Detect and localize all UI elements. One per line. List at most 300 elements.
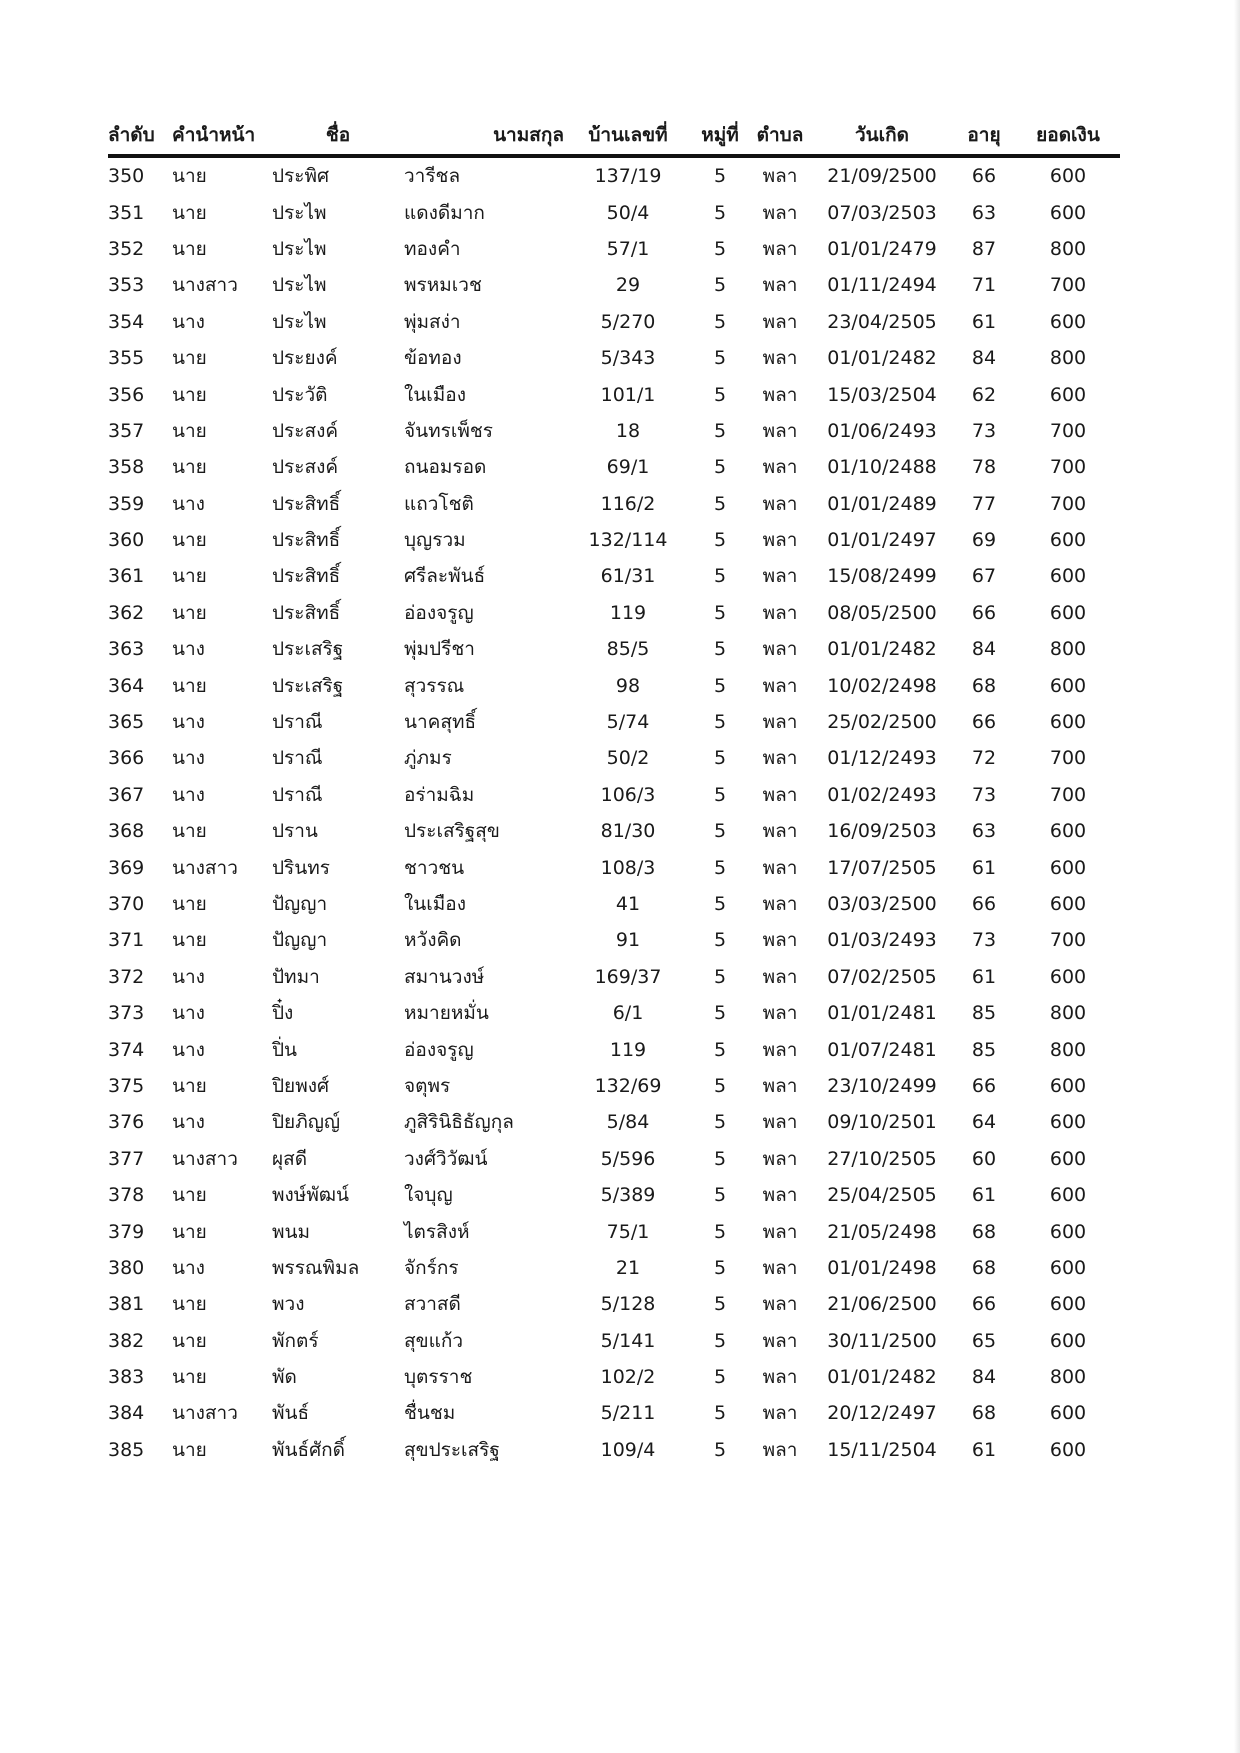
cell-moo: 5 <box>713 1366 727 1389</box>
cell-tambon: พลา <box>762 347 798 370</box>
cell-first-name: ปิยภิญญ์ <box>272 1111 341 1134</box>
cell-last-name: ชาวชน <box>404 856 465 879</box>
cell-house-no: 119 <box>609 601 647 624</box>
cell-moo: 5 <box>713 1111 727 1134</box>
cell-title: นาย <box>172 601 207 624</box>
cell-age: 60 <box>971 1147 997 1170</box>
cell-last-name: พรหมเวช <box>404 274 482 297</box>
cell-tambon: พลา <box>762 1111 798 1134</box>
cell-last-name: สมานวงษ์ <box>404 965 485 988</box>
cell-age: 71 <box>971 274 997 297</box>
cell-moo: 5 <box>713 419 727 442</box>
cell-moo: 5 <box>713 1329 727 1352</box>
cell-first-name: ประสงค์ <box>272 456 339 479</box>
table-row <box>108 813 1120 849</box>
cell-house-no: 137/19 <box>594 165 662 188</box>
cell-moo: 5 <box>713 601 727 624</box>
table-row <box>108 486 1120 522</box>
cell-tambon: พลา <box>762 310 798 333</box>
table-row <box>108 376 1120 412</box>
table-row <box>108 522 1120 558</box>
cell-title: นาย <box>172 565 207 588</box>
cell-age: 67 <box>971 565 997 588</box>
column-header-no: ลำดับ <box>108 112 172 156</box>
cell-house-no: 5/389 <box>600 1184 656 1207</box>
cell-house-no: 69/1 <box>606 456 650 479</box>
cell-house-no: 132/69 <box>594 1074 662 1097</box>
table-row <box>108 413 1120 449</box>
cell-no: 370 <box>108 893 145 915</box>
cell-title: นางสาว <box>172 274 238 297</box>
cell-last-name: สุขประเสริฐ <box>404 1438 500 1461</box>
cell-first-name: ประสิทธิ์ <box>272 565 341 588</box>
cell-house-no: 108/3 <box>600 856 656 879</box>
cell-tambon: พลา <box>762 601 798 624</box>
cell-amount: 600 <box>1049 165 1087 188</box>
cell-first-name: ประเสริฐ <box>272 674 344 697</box>
cell-house-no: 5/84 <box>606 1111 650 1134</box>
cell-no: 361 <box>108 565 145 588</box>
cell-age: 61 <box>971 965 997 988</box>
cell-no: 367 <box>108 783 145 806</box>
table-row <box>108 595 1120 631</box>
cell-moo: 5 <box>713 310 727 333</box>
cell-title: นางสาว <box>172 856 238 879</box>
column-header-first-name: ชื่อ <box>272 112 404 156</box>
table-row <box>108 1286 1120 1322</box>
cell-dob: 15/08/2499 <box>827 565 937 588</box>
cell-age: 61 <box>971 310 997 333</box>
cell-first-name: ประไพ <box>272 237 327 260</box>
cell-no: 366 <box>108 747 145 770</box>
cell-title: นาย <box>172 1293 207 1316</box>
cell-house-no: 98 <box>615 674 641 697</box>
cell-no: 376 <box>108 1111 145 1134</box>
cell-dob: 20/12/2497 <box>827 1402 937 1425</box>
cell-age: 84 <box>971 638 997 661</box>
cell-amount: 700 <box>1049 419 1087 442</box>
cell-title: นาง <box>172 1002 205 1025</box>
cell-moo: 5 <box>713 820 727 843</box>
cell-no: 384 <box>108 1402 145 1425</box>
cell-moo: 5 <box>713 929 727 952</box>
cell-age: 68 <box>971 1220 997 1243</box>
cell-tambon: พลา <box>762 201 798 224</box>
cell-dob: 17/07/2505 <box>827 856 937 879</box>
cell-house-no: 61/31 <box>600 565 656 588</box>
cell-title: นาย <box>172 165 207 188</box>
cell-amount: 800 <box>1049 237 1087 260</box>
cell-title: นาง <box>172 711 205 734</box>
cell-amount: 700 <box>1049 274 1087 297</box>
cell-house-no: 41 <box>615 893 641 915</box>
cell-last-name: วารีชล <box>404 165 461 188</box>
cell-tambon: พลา <box>762 237 798 260</box>
cell-dob: 25/04/2505 <box>827 1184 937 1207</box>
table-row <box>108 704 1120 740</box>
cell-tambon: พลา <box>762 965 798 988</box>
cell-title: นางสาว <box>172 1402 238 1425</box>
table-row <box>108 995 1120 1031</box>
cell-age: 84 <box>971 347 997 370</box>
cell-tambon: พลา <box>762 456 798 479</box>
table-row <box>108 886 1120 922</box>
cell-amount: 700 <box>1049 456 1087 479</box>
cell-moo: 5 <box>713 965 727 988</box>
cell-no: 373 <box>108 1002 145 1025</box>
cell-moo: 5 <box>713 165 727 188</box>
cell-no: 371 <box>108 929 145 952</box>
table-row <box>108 267 1120 303</box>
cell-title: นาย <box>172 820 207 843</box>
cell-tambon: พลา <box>762 1184 798 1207</box>
cell-house-no: 5/141 <box>600 1329 656 1352</box>
cell-dob: 21/06/2500 <box>827 1293 937 1316</box>
cell-amount: 600 <box>1049 1220 1087 1243</box>
cell-last-name: บุญรวม <box>404 529 466 552</box>
cell-house-no: 21 <box>615 1256 641 1279</box>
cell-amount: 600 <box>1049 565 1087 588</box>
cell-last-name: ศรีละพันธ์ <box>404 565 486 588</box>
cell-first-name: ประเสริฐ <box>272 638 344 661</box>
cell-moo: 5 <box>713 1293 727 1316</box>
cell-moo: 5 <box>713 893 727 915</box>
cell-house-no: 50/4 <box>606 201 650 224</box>
cell-first-name: ปิ่น <box>272 1038 298 1061</box>
cell-no: 383 <box>108 1366 145 1389</box>
cell-first-name: พักตร์ <box>272 1329 319 1352</box>
cell-no: 350 <box>108 165 145 188</box>
cell-dob: 23/10/2499 <box>827 1074 937 1097</box>
cell-tambon: พลา <box>762 893 798 915</box>
cell-first-name: ปรินทร <box>272 856 330 879</box>
cell-moo: 5 <box>713 201 727 224</box>
cell-title: นาย <box>172 347 207 370</box>
cell-last-name: จตุพร <box>404 1074 451 1097</box>
cell-tambon: พลา <box>762 1329 798 1352</box>
page-edge-shadow <box>1234 0 1240 1753</box>
cell-dob: 01/01/2489 <box>827 492 937 515</box>
cell-last-name: หมายหมั่น <box>404 1002 489 1025</box>
cell-no: 364 <box>108 674 145 697</box>
cell-amount: 800 <box>1049 1038 1087 1061</box>
cell-no: 365 <box>108 711 145 734</box>
cell-dob: 25/02/2500 <box>827 711 937 734</box>
cell-first-name: ปราณี <box>272 747 323 770</box>
cell-age: 61 <box>971 1438 997 1461</box>
cell-tambon: พลา <box>762 1220 798 1243</box>
cell-first-name: ปัทมา <box>272 965 320 988</box>
cell-house-no: 5/270 <box>600 310 656 333</box>
cell-first-name: ปิยพงศ์ <box>272 1074 330 1097</box>
cell-age: 87 <box>971 237 997 260</box>
cell-title: นาย <box>172 1184 207 1207</box>
cell-no: 375 <box>108 1074 145 1097</box>
cell-first-name: ประไพ <box>272 201 327 224</box>
cell-title: นาย <box>172 529 207 552</box>
cell-last-name: อ่องจรูญ <box>404 1038 474 1061</box>
cell-last-name: ข้อทอง <box>404 347 462 370</box>
cell-dob: 07/03/2503 <box>827 201 937 224</box>
cell-title: นาย <box>172 1438 207 1461</box>
cell-dob: 01/06/2493 <box>827 419 937 442</box>
cell-title: นาย <box>172 201 207 224</box>
cell-last-name: ในเมือง <box>404 383 466 406</box>
table-row <box>108 1213 1120 1249</box>
cell-no: 356 <box>108 383 145 406</box>
cell-amount: 700 <box>1049 929 1087 952</box>
cell-amount: 600 <box>1049 711 1087 734</box>
cell-age: 64 <box>971 1111 997 1134</box>
cell-last-name: ไตรสิงห์ <box>404 1220 470 1243</box>
cell-no: 354 <box>108 310 145 333</box>
cell-dob: 01/12/2493 <box>827 747 937 770</box>
cell-first-name: ปราน <box>272 820 318 843</box>
cell-title: นาง <box>172 638 205 661</box>
cell-last-name: อร่ามฉิม <box>404 783 475 806</box>
cell-title: นาย <box>172 456 207 479</box>
cell-first-name: พันธ์ศักดิ์ <box>272 1438 346 1461</box>
cell-house-no: 29 <box>615 274 641 297</box>
cell-moo: 5 <box>713 1402 727 1425</box>
cell-age: 68 <box>971 674 997 697</box>
cell-last-name: สุวรรณ <box>404 674 465 697</box>
cell-last-name: สวาสดี <box>404 1293 461 1316</box>
cell-last-name: ภู่ภมร <box>404 747 452 770</box>
cell-age: 78 <box>971 456 997 479</box>
cell-first-name: ประสิทธิ์ <box>272 529 341 552</box>
cell-age: 85 <box>971 1038 997 1061</box>
cell-tambon: พลา <box>762 383 798 406</box>
cell-amount: 700 <box>1049 747 1087 770</box>
cell-last-name: จักร์กร <box>404 1256 459 1279</box>
cell-house-no: 109/4 <box>600 1438 656 1461</box>
cell-last-name: สุขแก้ว <box>404 1329 464 1352</box>
cell-amount: 600 <box>1049 601 1087 624</box>
cell-first-name: ปราณี <box>272 711 323 734</box>
cell-dob: 08/05/2500 <box>827 601 937 624</box>
cell-age: 73 <box>971 929 997 952</box>
cell-first-name: พันธ์ <box>272 1402 310 1425</box>
cell-first-name: ประยงค์ <box>272 347 338 370</box>
cell-last-name: ในเมือง <box>404 893 466 915</box>
cell-amount: 800 <box>1049 638 1087 661</box>
cell-last-name: แดงดีมาก <box>404 201 485 224</box>
table-row <box>108 449 1120 485</box>
cell-title: นาย <box>172 237 207 260</box>
cell-house-no: 132/114 <box>588 529 668 552</box>
cell-amount: 600 <box>1049 1438 1087 1461</box>
cell-last-name: ชื่นชม <box>404 1402 456 1425</box>
cell-dob: 07/02/2505 <box>827 965 937 988</box>
cell-age: 66 <box>971 165 997 188</box>
cell-dob: 09/10/2501 <box>827 1111 937 1134</box>
cell-amount: 600 <box>1049 310 1087 333</box>
cell-moo: 5 <box>713 237 727 260</box>
cell-no: 360 <box>108 529 145 552</box>
table-row <box>108 156 1120 194</box>
cell-moo: 5 <box>713 1002 727 1025</box>
cell-moo: 5 <box>713 1220 727 1243</box>
table-row <box>108 194 1120 230</box>
cell-house-no: 75/1 <box>606 1220 650 1243</box>
cell-title: นาง <box>172 492 205 515</box>
cell-dob: 01/10/2488 <box>827 456 937 479</box>
cell-title: นาง <box>172 310 205 333</box>
table-row <box>108 304 1120 340</box>
cell-dob: 23/04/2505 <box>827 310 937 333</box>
column-header-moo: หมู่ที่ <box>692 112 748 156</box>
cell-dob: 30/11/2500 <box>827 1329 937 1352</box>
cell-first-name: พรรณพิมล <box>272 1256 360 1279</box>
table-row <box>108 558 1120 594</box>
cell-dob: 21/05/2498 <box>827 1220 937 1243</box>
cell-amount: 600 <box>1049 1074 1087 1097</box>
cell-tambon: พลา <box>762 1256 798 1279</box>
cell-no: 362 <box>108 601 145 624</box>
cell-age: 68 <box>971 1402 997 1425</box>
column-header-age: อายุ <box>952 112 1016 156</box>
cell-tambon: พลา <box>762 1038 798 1061</box>
cell-dob: 01/01/2482 <box>827 1366 937 1389</box>
table-row <box>108 1323 1120 1359</box>
cell-last-name: บุตรราช <box>404 1366 473 1389</box>
cell-last-name: นาคสุทธิ์ <box>404 711 477 734</box>
cell-amount: 600 <box>1049 1329 1087 1352</box>
cell-tambon: พลา <box>762 1147 798 1170</box>
table-row <box>108 849 1120 885</box>
cell-no: 372 <box>108 965 145 988</box>
cell-dob: 01/01/2497 <box>827 529 937 552</box>
cell-amount: 600 <box>1049 674 1087 697</box>
cell-amount: 600 <box>1049 1184 1087 1207</box>
cell-moo: 5 <box>713 783 727 806</box>
cell-tambon: พลา <box>762 674 798 697</box>
cell-house-no: 85/5 <box>606 638 650 661</box>
cell-last-name: อ่องจรูญ <box>404 601 474 624</box>
cell-title: นาย <box>172 1220 207 1243</box>
cell-title: นาย <box>172 1074 207 1097</box>
table-row <box>108 1177 1120 1213</box>
cell-tambon: พลา <box>762 274 798 297</box>
cell-title: นางสาว <box>172 1147 238 1170</box>
cell-dob: 01/07/2481 <box>827 1038 937 1061</box>
cell-first-name: ประวัติ <box>272 383 328 406</box>
cell-age: 84 <box>971 1366 997 1389</box>
table-row <box>108 1031 1120 1067</box>
cell-age: 72 <box>971 747 997 770</box>
cell-amount: 800 <box>1049 347 1087 370</box>
cell-dob: 16/09/2503 <box>827 820 937 843</box>
cell-age: 66 <box>971 1074 997 1097</box>
cell-house-no: 169/37 <box>594 965 662 988</box>
cell-moo: 5 <box>713 492 727 515</box>
cell-dob: 21/09/2500 <box>827 165 937 188</box>
cell-age: 69 <box>971 529 997 552</box>
cell-moo: 5 <box>713 274 727 297</box>
cell-dob: 01/11/2494 <box>827 274 937 297</box>
cell-first-name: ประสิทธิ์ <box>272 492 341 515</box>
cell-title: นาย <box>172 383 207 406</box>
cell-age: 65 <box>971 1329 997 1352</box>
cell-no: 369 <box>108 856 145 879</box>
cell-moo: 5 <box>713 747 727 770</box>
cell-first-name: ประสิทธิ์ <box>272 601 341 624</box>
cell-age: 61 <box>971 1184 997 1207</box>
cell-age: 85 <box>971 1002 997 1025</box>
cell-first-name: ปิ๋ง <box>272 1002 294 1025</box>
table-row <box>108 667 1120 703</box>
cell-last-name: วงศ์วิวัฒน์ <box>404 1147 488 1170</box>
cell-house-no: 101/1 <box>600 383 656 406</box>
cell-house-no: 116/2 <box>600 492 656 515</box>
cell-amount: 600 <box>1049 1256 1087 1279</box>
cell-no: 357 <box>108 419 145 442</box>
cell-age: 77 <box>971 492 997 515</box>
cell-tambon: พลา <box>762 638 798 661</box>
table-row <box>108 631 1120 667</box>
cell-dob: 01/03/2493 <box>827 929 937 952</box>
cell-house-no: 5/74 <box>606 711 650 734</box>
cell-tambon: พลา <box>762 856 798 879</box>
cell-title: นาง <box>172 1111 205 1134</box>
cell-title: นาง <box>172 1256 205 1279</box>
cell-house-no: 5/211 <box>600 1402 656 1425</box>
cell-title: นาย <box>172 419 207 442</box>
cell-last-name: พุ่มสง่า <box>404 310 461 333</box>
cell-last-name: ถนอมรอด <box>404 456 487 479</box>
cell-amount: 600 <box>1049 1293 1087 1316</box>
table-row <box>108 922 1120 958</box>
cell-age: 61 <box>971 856 997 879</box>
column-header-tambon: ตำบล <box>748 112 812 156</box>
cell-tambon: พลา <box>762 492 798 515</box>
cell-first-name: ปราณี <box>272 783 323 806</box>
cell-tambon: พลา <box>762 929 798 952</box>
cell-amount: 800 <box>1049 1002 1087 1025</box>
cell-moo: 5 <box>713 638 727 661</box>
cell-first-name: ประพิศ <box>272 165 330 188</box>
cell-age: 73 <box>971 783 997 806</box>
cell-moo: 5 <box>713 1074 727 1097</box>
cell-moo: 5 <box>713 529 727 552</box>
cell-moo: 5 <box>713 856 727 879</box>
table-row <box>108 340 1120 376</box>
column-header-dob: วันเกิด <box>812 112 952 156</box>
cell-title: นาย <box>172 929 207 952</box>
cell-tambon: พลา <box>762 165 798 188</box>
cell-no: 380 <box>108 1256 145 1279</box>
cell-last-name: ใจบุญ <box>404 1184 453 1207</box>
cell-house-no: 57/1 <box>606 237 650 260</box>
cell-last-name: แถวโชติ <box>404 492 474 515</box>
cell-amount: 600 <box>1049 1402 1087 1425</box>
cell-dob: 03/03/2500 <box>827 893 937 915</box>
cell-moo: 5 <box>713 711 727 734</box>
cell-tambon: พลา <box>762 1366 798 1389</box>
cell-age: 68 <box>971 1256 997 1279</box>
cell-dob: 27/10/2505 <box>827 1147 937 1170</box>
cell-house-no: 119 <box>609 1038 647 1061</box>
cell-moo: 5 <box>713 456 727 479</box>
cell-dob: 10/02/2498 <box>827 674 937 697</box>
cell-dob: 01/01/2481 <box>827 1002 937 1025</box>
cell-house-no: 102/2 <box>600 1366 656 1389</box>
cell-first-name: ผุสดี <box>272 1147 308 1170</box>
table-row <box>108 1104 1120 1140</box>
cell-first-name: พัด <box>272 1366 297 1389</box>
cell-amount: 600 <box>1049 529 1087 552</box>
